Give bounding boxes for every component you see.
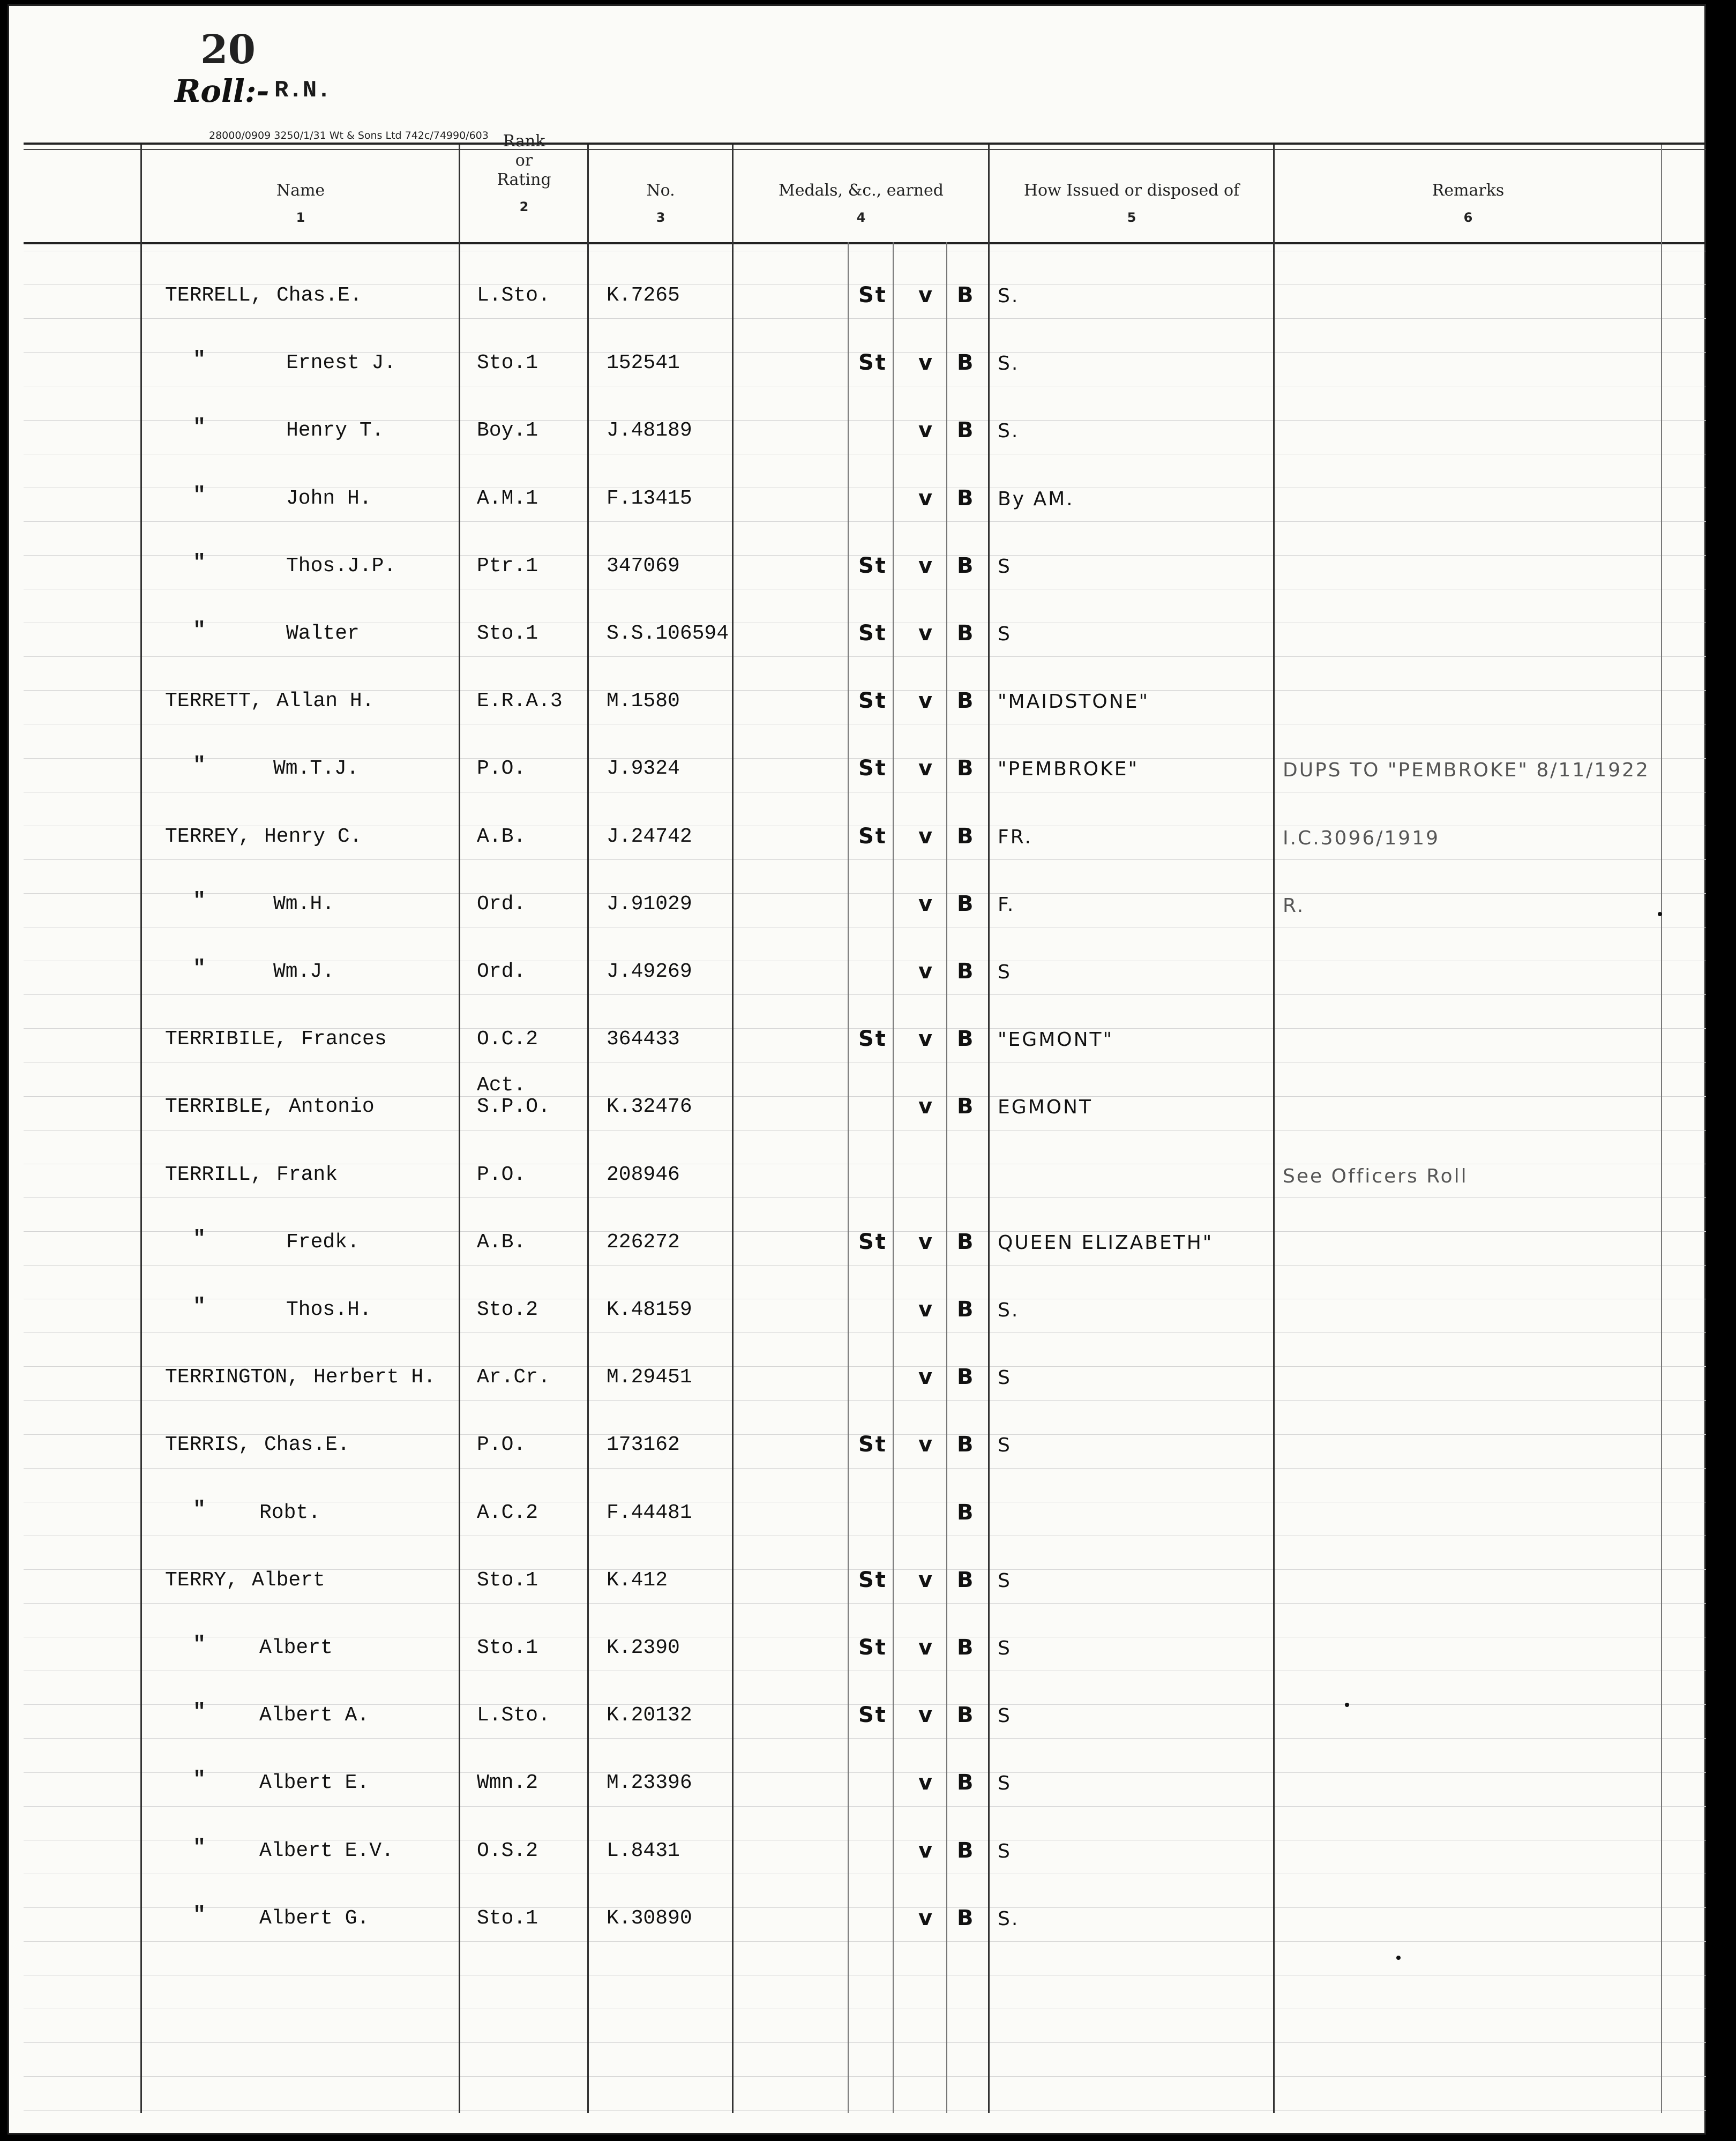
- column-header-title: How Issued or disposed of: [1023, 181, 1240, 200]
- star-medal-mark: St: [858, 1027, 887, 1052]
- victory-medal-mark: B: [957, 959, 975, 984]
- how-issued: QUEEN ELIZABETH": [998, 1231, 1214, 1254]
- ditto-mark: ": [193, 483, 206, 508]
- how-issued: "MAIDSTONE": [998, 691, 1149, 713]
- victory-medal-mark: B: [957, 891, 975, 916]
- column-header-title: Remarks: [1432, 181, 1505, 200]
- given-names: Henry C.: [264, 825, 362, 848]
- how-issued: S: [998, 1367, 1012, 1389]
- remarks: DUPS TO "PEMBROKE" 8/11/1922: [1283, 759, 1650, 782]
- roll-row: [8, 1028, 1706, 1095]
- given-names: John H.: [286, 486, 372, 510]
- given-names: Antonio: [289, 1095, 375, 1119]
- star-medal-mark: St: [858, 553, 887, 578]
- victory-medal-mark: B: [957, 1567, 975, 1592]
- rank-rating: Sto.1: [477, 1568, 538, 1592]
- given-names: Allan H.: [276, 690, 375, 713]
- victory-medal-mark: B: [957, 350, 975, 376]
- star-medal-mark: St: [858, 1432, 887, 1457]
- service-number: 226272: [607, 1230, 680, 1254]
- given-names: Thos.J.P.: [286, 554, 396, 578]
- rank-rating: Sto.1: [477, 351, 538, 375]
- ditto-mark: ": [193, 1768, 206, 1793]
- ditto-mark: ": [193, 1498, 206, 1522]
- roll-row: [8, 551, 1706, 622]
- service-number: 173162: [607, 1433, 680, 1457]
- given-names: Albert: [252, 1568, 325, 1592]
- ditto-mark: ": [193, 551, 206, 575]
- how-issued: F.: [998, 893, 1015, 916]
- war-medal-mark: v: [918, 283, 934, 308]
- roll-row: [8, 284, 1706, 351]
- rank-rating: Wmn.2: [477, 1771, 538, 1795]
- service-number: L.8431: [607, 1839, 680, 1862]
- column-header-title: Medals, &c., earned: [779, 181, 944, 200]
- ditto-mark: ": [193, 1295, 206, 1319]
- war-medal-mark: v: [918, 1027, 934, 1052]
- roll-row: [8, 416, 1706, 486]
- how-issued: S.: [998, 420, 1020, 443]
- ditto-mark: ": [193, 1227, 206, 1252]
- how-issued: S: [998, 555, 1012, 578]
- ditto-mark: ": [193, 619, 206, 643]
- service-number: 208946: [607, 1163, 680, 1186]
- ditto-mark: ": [193, 1836, 206, 1860]
- victory-medal-mark: B: [957, 1027, 975, 1052]
- star-medal-mark: St: [858, 688, 887, 714]
- surname: TERRILL,: [165, 1163, 263, 1186]
- roll-row: [8, 1768, 1706, 1839]
- service-number: K.2390: [607, 1636, 680, 1659]
- given-names: Herbert H.: [313, 1366, 436, 1389]
- given-names: Albert: [259, 1636, 333, 1659]
- war-medal-mark: v: [918, 1635, 934, 1660]
- page-number: 20: [200, 27, 256, 73]
- how-issued: By AM.: [998, 488, 1074, 510]
- service-number: M.23396: [607, 1771, 692, 1795]
- roll-label: Roll:-: [175, 73, 270, 109]
- given-names: Chas.E.: [276, 284, 362, 307]
- service-number: M.1580: [607, 690, 680, 713]
- victory-medal-mark: B: [957, 1838, 975, 1863]
- how-issued: "EGMONT": [998, 1029, 1114, 1051]
- war-medal-mark: v: [918, 1297, 934, 1322]
- ruled-line: [24, 2110, 1706, 2111]
- given-names: Robt.: [259, 1501, 321, 1524]
- column-header: [1275, 181, 1661, 227]
- victory-medal-mark: B: [957, 1297, 975, 1322]
- how-issued: S: [998, 1705, 1012, 1727]
- victory-medal-mark: B: [957, 824, 975, 849]
- remarks: I.C.3096/1919: [1283, 827, 1440, 849]
- roll-row: [8, 1366, 1706, 1433]
- column-header-number: 1: [296, 210, 305, 225]
- remarks: See Officers Roll: [1283, 1165, 1468, 1187]
- star-medal-mark: St: [858, 350, 887, 376]
- war-medal-mark: v: [918, 350, 934, 376]
- service-number: K.30890: [607, 1906, 692, 1930]
- rule-border: [24, 242, 1706, 244]
- war-medal-mark: v: [918, 1905, 934, 1930]
- victory-medal-mark: B: [957, 485, 975, 511]
- rank-rating: Sto.1: [477, 1906, 538, 1930]
- given-names: Albert G.: [259, 1906, 370, 1930]
- war-medal-mark: v: [918, 1567, 934, 1592]
- ink-speck: [1396, 1956, 1401, 1960]
- rank-rating: Sto.1: [477, 622, 538, 645]
- war-medal-mark: v: [918, 1838, 934, 1863]
- given-names: Albert E.V.: [259, 1839, 394, 1862]
- given-names: Fredk.: [286, 1230, 360, 1254]
- star-medal-mark: St: [858, 1567, 887, 1592]
- ditto-mark: ": [193, 889, 206, 914]
- roll-row: [8, 1903, 1706, 1974]
- roll-row: [8, 348, 1706, 419]
- rank-rating: L.Sto.: [477, 1704, 550, 1727]
- given-names: Frank: [276, 1163, 338, 1186]
- war-medal-mark: v: [918, 1703, 934, 1728]
- service-number: 347069: [607, 554, 680, 578]
- service-number: J.24742: [607, 825, 692, 848]
- column-header-number: 6: [1463, 210, 1473, 225]
- rank-rating: Sto.1: [477, 1636, 538, 1659]
- roll-row: [8, 889, 1706, 960]
- victory-medal-mark: B: [957, 1635, 975, 1660]
- rank-rating: L.Sto.: [477, 284, 550, 307]
- war-medal-mark: v: [918, 1432, 934, 1457]
- service-number: J.9324: [607, 757, 680, 781]
- war-medal-mark: v: [918, 959, 934, 984]
- victory-medal-mark: B: [957, 1432, 975, 1457]
- star-medal-mark: St: [858, 1635, 887, 1660]
- rank-rating: P.O.: [477, 1163, 526, 1186]
- surname: TERRELL,: [165, 284, 263, 307]
- roll-value: R.N.: [274, 77, 331, 104]
- war-medal-mark: v: [918, 1365, 934, 1390]
- war-medal-mark: v: [918, 621, 934, 646]
- service-number: J.48189: [607, 419, 692, 443]
- victory-medal-mark: B: [957, 1905, 975, 1930]
- roll-sheet: [8, 4, 1706, 2135]
- roll-row: [8, 1633, 1706, 1704]
- star-medal-mark: St: [858, 621, 887, 646]
- roll-row: [8, 1433, 1706, 1501]
- rank-rating: O.C.2: [477, 1028, 538, 1051]
- given-names: Albert A.: [259, 1704, 370, 1727]
- victory-medal-mark: B: [957, 1770, 975, 1795]
- surname: TERRIS,: [165, 1433, 251, 1457]
- surname: TERRETT,: [165, 690, 263, 713]
- rank-rating: Ptr.1: [477, 554, 538, 578]
- war-medal-mark: v: [918, 553, 934, 578]
- surname: TERRINGTON,: [165, 1366, 300, 1389]
- rank-rating: O.S.2: [477, 1839, 538, 1862]
- service-number: K.48159: [607, 1298, 692, 1321]
- war-medal-mark: v: [918, 418, 934, 443]
- ditto-mark: ": [193, 957, 206, 981]
- roll-row: [8, 957, 1706, 1028]
- service-number: K.7265: [607, 284, 680, 307]
- service-number: K.412: [607, 1568, 668, 1592]
- star-medal-mark: St: [858, 824, 887, 849]
- service-number: M.29451: [607, 1366, 692, 1389]
- how-issued: S.: [998, 285, 1020, 307]
- how-issued: S.: [998, 1299, 1020, 1321]
- roll-row: [8, 1163, 1706, 1231]
- war-medal-mark: v: [918, 688, 934, 714]
- column-header-title: No.: [646, 181, 675, 200]
- service-number: F.13415: [607, 486, 692, 510]
- column-header-number: 3: [656, 210, 665, 225]
- victory-medal-mark: B: [957, 1094, 975, 1119]
- roll-row: [8, 1074, 1706, 1163]
- ditto-mark: ": [193, 416, 206, 440]
- victory-medal-mark: B: [957, 1500, 975, 1525]
- roll-row: [8, 825, 1706, 893]
- star-medal-mark: St: [858, 1229, 887, 1254]
- how-issued: FR.: [998, 826, 1032, 848]
- victory-medal-mark: B: [957, 621, 975, 646]
- ditto-mark: ": [193, 1701, 206, 1725]
- how-issued: EGMONT: [998, 1096, 1093, 1119]
- remarks: R.: [1283, 894, 1305, 917]
- column-header-number: 2: [519, 199, 529, 214]
- roll-row: [8, 1836, 1706, 1907]
- service-number: F.44481: [607, 1501, 692, 1524]
- column-header: [734, 181, 988, 227]
- roll-row: [8, 1498, 1706, 1569]
- ruled-line: [24, 2076, 1706, 2077]
- victory-medal-mark: B: [957, 553, 975, 578]
- column-header-number: 5: [1127, 210, 1136, 225]
- star-medal-mark: St: [858, 756, 887, 781]
- given-names: Ernest J.: [286, 351, 396, 375]
- roll-row: [8, 1295, 1706, 1366]
- given-names: Wm.T.J.: [273, 757, 359, 781]
- war-medal-mark: v: [918, 485, 934, 511]
- rank-rating: A.B.: [477, 1230, 526, 1254]
- given-names: Chas.E.: [264, 1433, 350, 1457]
- surname: TERRIBLE,: [165, 1095, 275, 1119]
- war-medal-mark: v: [918, 1094, 934, 1119]
- ink-speck: [1658, 912, 1662, 916]
- given-names: Henry T.: [286, 419, 384, 443]
- rank-rating: Sto.2: [477, 1298, 538, 1321]
- star-medal-mark: St: [858, 283, 887, 308]
- war-medal-mark: v: [918, 824, 934, 849]
- rank-rating: S.P.O.: [477, 1095, 550, 1119]
- given-names: Wm.J.: [273, 960, 335, 983]
- rank-rating: P.O.: [477, 1433, 526, 1457]
- service-number: 152541: [607, 351, 680, 375]
- roll-row: [8, 483, 1706, 555]
- service-number: K.32476: [607, 1095, 692, 1119]
- victory-medal-mark: B: [957, 283, 975, 308]
- column-header-title: Rank or Rating: [497, 132, 551, 189]
- how-issued: S: [998, 1840, 1012, 1862]
- how-issued: S: [998, 1637, 1012, 1659]
- column-header-number: 4: [856, 210, 866, 225]
- rank-rating: E.R.A.3: [477, 690, 563, 713]
- how-issued: S.: [998, 1907, 1020, 1930]
- how-issued: "PEMBROKE": [998, 758, 1139, 781]
- given-names: Walter: [286, 622, 360, 645]
- rank-rating: Boy.1: [477, 419, 538, 443]
- roll-row: [8, 1701, 1706, 1771]
- roll-row: [8, 1569, 1706, 1636]
- victory-medal-mark: B: [957, 1703, 975, 1728]
- surname: TERRY,: [165, 1568, 238, 1592]
- roll-row: [8, 1227, 1706, 1298]
- rank-rating: Ord.: [477, 960, 526, 983]
- how-issued: S.: [998, 353, 1020, 375]
- rank-rating: A.B.: [477, 825, 526, 848]
- column-header: [143, 181, 459, 227]
- service-number: 364433: [607, 1028, 680, 1051]
- ditto-mark: ": [193, 1633, 206, 1657]
- roll-row: [8, 619, 1706, 690]
- service-number: K.20132: [607, 1704, 692, 1727]
- victory-medal-mark: B: [957, 418, 975, 443]
- how-issued: S: [998, 961, 1012, 983]
- victory-medal-mark: B: [957, 1365, 975, 1390]
- star-medal-mark: St: [858, 1703, 887, 1728]
- war-medal-mark: v: [918, 1229, 934, 1254]
- given-names: Thos.H.: [286, 1298, 372, 1321]
- service-number: J.91029: [607, 892, 692, 916]
- victory-medal-mark: B: [957, 756, 975, 781]
- how-issued: S: [998, 1434, 1012, 1457]
- surname: TERRIBILE,: [165, 1028, 288, 1051]
- given-names: Wm.H.: [273, 892, 335, 916]
- how-issued: S: [998, 1569, 1012, 1592]
- column-header: [990, 181, 1273, 227]
- victory-medal-mark: B: [957, 1229, 975, 1254]
- given-names: Albert E.: [259, 1771, 370, 1795]
- ruled-line: [24, 2042, 1706, 2043]
- service-number: S.S.106594: [607, 622, 729, 645]
- service-number: J.49269: [607, 960, 692, 983]
- given-names: Frances: [301, 1028, 387, 1051]
- how-issued: S: [998, 623, 1012, 645]
- column-header: [461, 132, 587, 216]
- ditto-mark: ": [193, 1903, 206, 1928]
- column-header-title: Name: [276, 181, 325, 200]
- rank-rating: Ar.Cr.: [477, 1366, 550, 1389]
- ink-speck: [1345, 1703, 1349, 1707]
- ditto-mark: ": [193, 754, 206, 778]
- roll-row: [8, 754, 1706, 825]
- rank-rating: A.M.1: [477, 486, 538, 510]
- printer-imprint: 28000/0909 3250/1/31 Wt & Sons Ltd 742c/74990/603: [209, 130, 489, 141]
- surname: TERREY,: [165, 825, 251, 848]
- victory-medal-mark: B: [957, 688, 975, 714]
- rank-rating: Ord.: [477, 892, 526, 916]
- roll-row: [8, 690, 1706, 757]
- column-header: [589, 181, 732, 227]
- war-medal-mark: v: [918, 756, 934, 781]
- how-issued: S: [998, 1772, 1012, 1795]
- war-medal-mark: v: [918, 891, 934, 916]
- rank-rating: Act.: [477, 1074, 526, 1097]
- rank-rating: A.C.2: [477, 1501, 538, 1524]
- war-medal-mark: v: [918, 1770, 934, 1795]
- rule-border: [24, 149, 1706, 150]
- rule-border: [24, 143, 1706, 145]
- rank-rating: P.O.: [477, 757, 526, 781]
- ditto-mark: ": [193, 348, 206, 373]
